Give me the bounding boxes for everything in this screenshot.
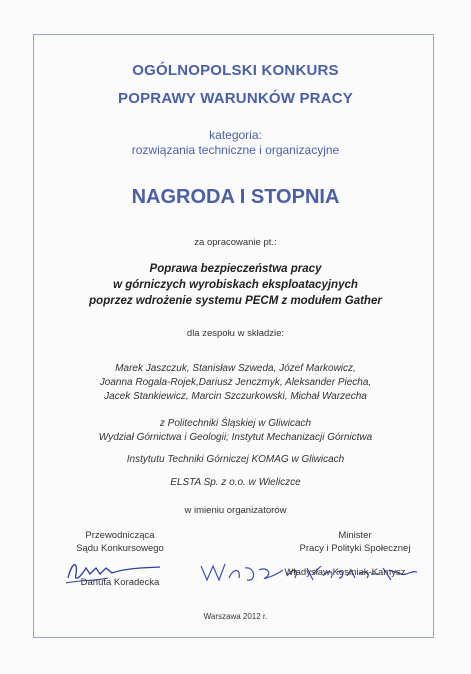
affiliation-elsta: ELSTA Sp. z o.o. w Wieliczce: [170, 477, 301, 488]
team-members-line3: Jacek Stankiewicz, Marcin Szczurkowski, Michał Warzecha: [104, 391, 367, 402]
team-members-line1: Marek Jaszczuk, Stanisław Szweda, Józef Markowicz,: [115, 363, 356, 374]
affiliation-university: z Politechniki Śląskiej w Gliwicach: [159, 418, 312, 429]
right-signatory-role1: Minister: [338, 530, 372, 541]
left-signatory-role2: Sądu Konkursowego: [76, 543, 164, 554]
affiliation-komag: Instytutu Techniki Górniczej KOMAG w Gliwicach: [126, 454, 345, 465]
work-title-line3: poprzez wdrożenie systemu PECM z modułem Gather: [89, 295, 382, 307]
category-label: kategoria:: [209, 128, 262, 142]
for-work-label: za opracowanie pt.:: [194, 237, 277, 248]
work-title-line2: w górniczych wyrobiskach eksploatacyjnych: [113, 279, 358, 291]
on-behalf-label: w imieniu organizatorów: [184, 505, 287, 516]
left-signatory-name: Danuta Koradecka: [80, 577, 160, 588]
left-signatory-role1: Przewodnicząca: [85, 530, 155, 541]
award-title: NAGRODA I STOPNIA: [131, 186, 340, 208]
competition-title-line2: POPRAWY WARUNKÓW PRACY: [118, 90, 353, 107]
work-title-line1: Poprawa bezpieczeństwa pracy: [149, 263, 322, 275]
right-signatory-name: Władysław Kosiniak-Kamysz: [284, 567, 406, 578]
right-signatory-role2: Pracy i Polityki Społecznej: [299, 543, 411, 554]
affiliation-faculty: Wydział Górnictwa i Geologii; Instytut Mechanizacji Górnictwa: [98, 432, 373, 443]
team-members-line2: Joanna Rogala-Rojek,Dariusz Jenczmyk, Aleksander Piecha,: [99, 377, 372, 388]
team-intro: dla zespołu w składzie:: [186, 328, 285, 339]
competition-title-line1: OGÓLNOPOLSKI KONKURS: [132, 62, 339, 79]
category-value: rozwiązania techniczne i organizacyjne: [131, 143, 340, 157]
footer-place-date: Warszawa 2012 r.: [203, 612, 268, 621]
